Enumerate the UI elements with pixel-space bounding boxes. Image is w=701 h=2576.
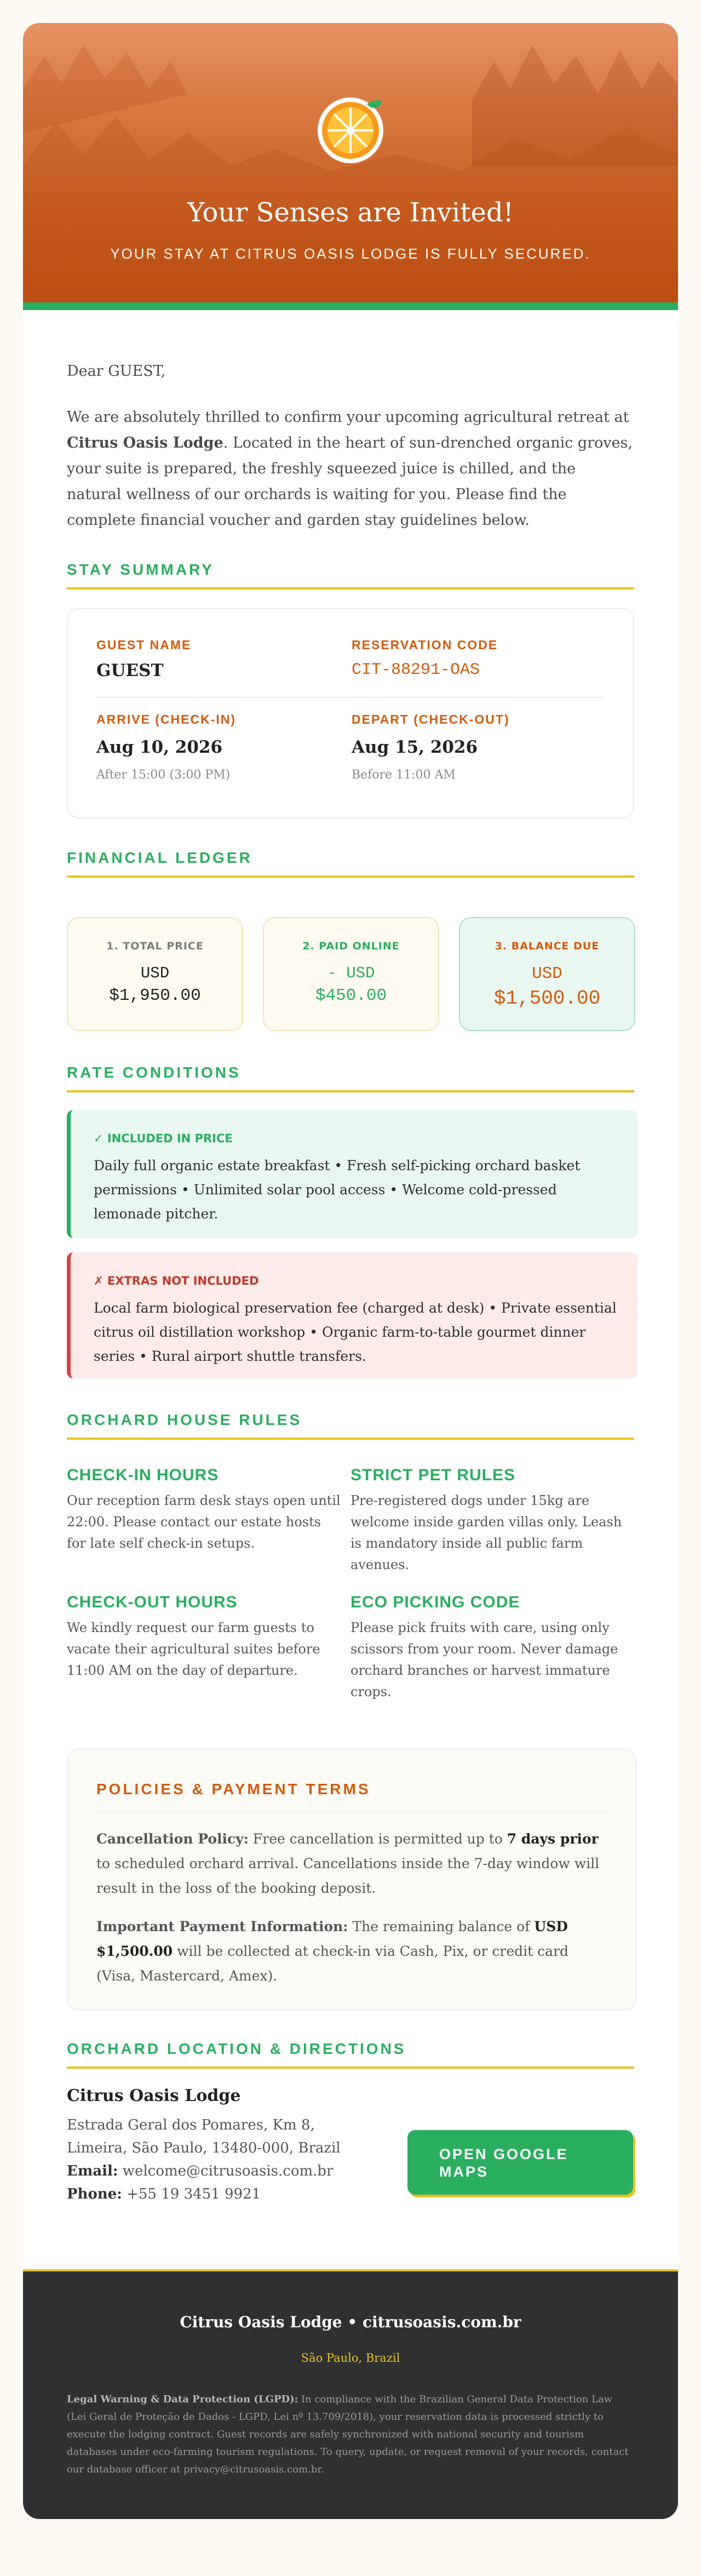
location-email: Email: welcome@citrusoasis.com.br xyxy=(67,2163,334,2179)
policies-title: POLICIES & PAYMENT TERMS xyxy=(96,1781,605,1812)
total-price-currency: USD xyxy=(140,964,170,982)
rule-heading-pets: STRICT PET RULES xyxy=(350,1466,516,1484)
total-price-amount: $1,950.00 xyxy=(109,986,201,1005)
arrive-note: After 15:00 (3:00 PM) xyxy=(96,768,231,782)
included-title: ✓ INCLUDED IN PRICE xyxy=(94,1132,233,1145)
balance-due-card xyxy=(459,917,635,1031)
balance-due-label: 3. BALANCE DUE xyxy=(495,940,600,952)
open-google-maps-button[interactable]: OPEN GOOGLE MAPS xyxy=(407,2130,633,2195)
orange-slice-icon xyxy=(314,94,387,167)
total-price-card xyxy=(67,917,243,1031)
arrive-label: ARRIVE (CHECK-IN) xyxy=(96,712,237,726)
paid-online-currency: - USD xyxy=(327,964,375,982)
extras-box xyxy=(67,1252,638,1378)
extras-title: ✗ EXTRAS NOT INCLUDED xyxy=(94,1274,259,1287)
lodge-name: Citrus Oasis Lodge xyxy=(67,434,223,451)
footer-legal: Legal Warning & Data Protection (LGPD): In compliance with the Brazilian General Data Protection Law (Lei Geral de Proteção de Dados - LGPD, Lei nº 13.709/2018), your reservation data is processed strictly to execute the lodging contract. Guest records are safely synchronized with national security and tourism databases under eco-farming tourism regulations. To query, update, or request removal of your records, contact our database officer at privacy@citrusoasis.com.br. xyxy=(67,2394,629,2475)
footer-city: São Paulo, Brazil xyxy=(301,2351,400,2365)
depart-label: DEPART (CHECK-OUT) xyxy=(352,712,510,726)
rule-heading-checkout: CHECK-OUT HOURS xyxy=(67,1593,238,1611)
guest-name-label: GUEST NAME xyxy=(96,638,192,652)
footer xyxy=(23,2269,678,2519)
balance-due-amount: $1,500.00 xyxy=(493,987,601,1010)
hero-divider xyxy=(23,302,678,310)
location-heading: ORCHARD LOCATION & DIRECTIONS xyxy=(67,2040,634,2069)
summary-divider xyxy=(96,697,604,698)
location-phone: Phone: +55 19 3451 9921 xyxy=(67,2186,261,2202)
hero-banner xyxy=(23,23,678,302)
financial-ledger-heading: FINANCIAL LEDGER xyxy=(67,849,634,878)
rate-conditions-heading: RATE CONDITIONS xyxy=(67,1064,634,1092)
rule-text-pets: Pre-registered dogs under 15kg are welcome inside garden villas only. Leash is mandatory inside all public farm avenues. xyxy=(350,1493,622,1572)
depart-date: Aug 15, 2026 xyxy=(352,737,478,757)
arrive-date: Aug 10, 2026 xyxy=(96,737,223,757)
rule-heading-checkin: CHECK-IN HOURS xyxy=(67,1466,219,1484)
hero-title: Your Senses are Invited! xyxy=(187,197,514,228)
included-text: Daily full organic estate breakfast • Fresh self-picking orchard basket permissions • Unlimited solar pool access • Welcome cold-pressed lemonade pitcher. xyxy=(94,1158,581,1222)
stay-summary-box xyxy=(67,608,634,818)
guest-name-value: GUEST xyxy=(96,661,164,680)
total-price-label: 1. TOTAL PRICE xyxy=(106,940,204,952)
balance-due-currency: USD xyxy=(532,964,562,983)
payment-information: Important Payment Information: The remaining balance of USD $1,500.00 will be collected at check-in via Cash, Pix, or credit card (Visa, Mastercard, Amex). xyxy=(96,1919,569,1984)
paid-online-amount: $450.00 xyxy=(315,986,387,1005)
location-name: Citrus Oasis Lodge xyxy=(67,2086,241,2105)
paid-online-card xyxy=(263,917,439,1031)
depart-note: Before 11:00 AM xyxy=(352,768,456,782)
paid-online-label: 2. PAID ONLINE xyxy=(302,940,400,952)
location-address: Estrada Geral dos Pomares, Km 8, Limeira, São Paulo, 13480-000, Brazil xyxy=(67,2117,341,2156)
rule-text-checkin: Our reception farm desk stays open until 22:00. Please contact our estate hosts for late self check-in setups. xyxy=(67,1493,341,1551)
footer-brand: Citrus Oasis Lodge • citrusoasis.com.br xyxy=(180,2313,521,2331)
stay-summary-heading: STAY SUMMARY xyxy=(67,561,634,589)
email-card xyxy=(23,23,678,2519)
house-rules-heading: ORCHARD HOUSE RULES xyxy=(67,1411,634,1440)
reservation-code-label: RESERVATION CODE xyxy=(352,638,498,652)
rule-text-picking: Please pick fruits with care, using only scissors from your room. Never damage orchard branches or harvest immature crops. xyxy=(350,1620,618,1699)
included-box xyxy=(67,1110,638,1238)
reservation-code-value: CIT-88291-OAS xyxy=(352,661,480,679)
policies-box xyxy=(67,1749,636,2011)
hero-subtitle: YOUR STAY AT CITRUS OASIS LODGE IS FULLY SECURED. xyxy=(110,245,591,262)
rule-text-checkout: We kindly request our farm guests to vacate their agricultural suites before 11:00 AM on the day of departure. xyxy=(67,1620,320,1678)
cancellation-policy: Cancellation Policy: Free cancellation is permitted up to 7 days prior to scheduled orchard arrival. Cancellations inside the 7-day window will result in the loss of the booking deposit. xyxy=(96,1831,600,1896)
intro-paragraph: We are absolutely thrilled to confirm your upcoming agricultural retreat at Citrus Oasis Lodge. Located in the heart of sun-drenched organic groves, your suite is prepared, the freshly squeezed juice is chilled, and the natural wellness of our orchards is waiting for you. Please find the complete financial voucher and garden stay guidelines below. xyxy=(67,409,633,529)
greeting: Dear GUEST, xyxy=(67,363,166,380)
rule-heading-picking: ECO PICKING CODE xyxy=(350,1593,520,1611)
extras-text: Local farm biological preservation fee (charged at desk) • Private essential citrus oil distillation workshop • Organic farm-to-table gourmet dinner series • Rural airport shuttle transfers. xyxy=(94,1300,617,1364)
